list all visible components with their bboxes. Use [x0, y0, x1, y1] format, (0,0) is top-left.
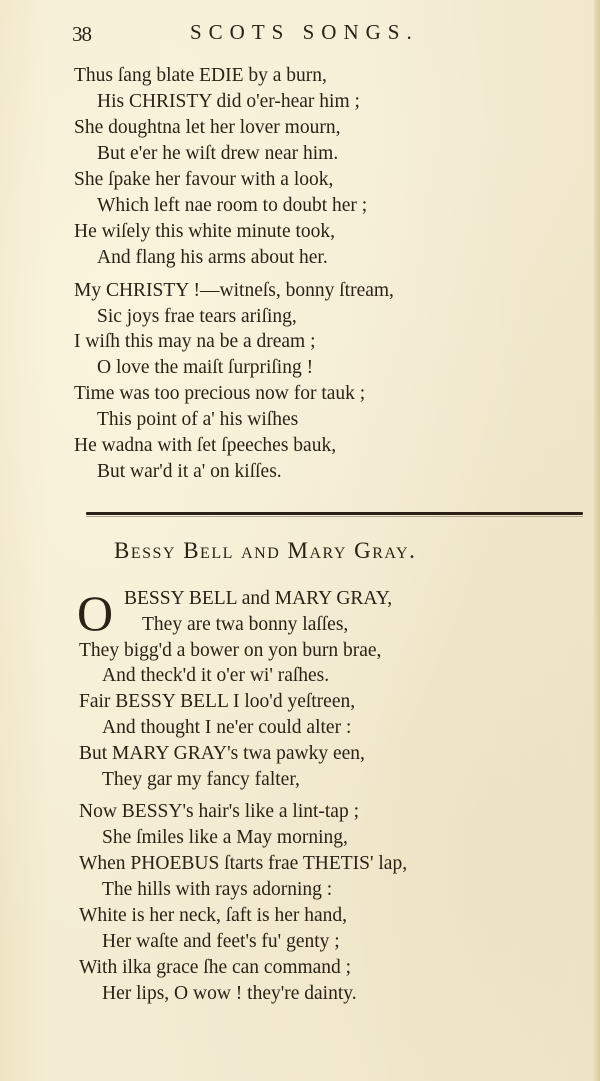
verse-line: Which left nae room to doubt her ; — [97, 195, 368, 216]
verse-line: When PHOEBUS ſtarts frae THETIS' lap, — [79, 853, 408, 874]
verse-line: O love the maiſt ſurpriſing ! — [97, 357, 314, 378]
verse-line: I wiſh this may na be a dream ; — [74, 331, 316, 352]
verse-line: She doughtna let her lover mourn, — [74, 117, 341, 138]
verse-line: White is her neck, ſaft is her hand, — [79, 905, 348, 926]
verse-line: They bigg'd a bower on yon burn brae, — [79, 640, 382, 661]
verse-line: But e'er he wiſt drew near him. — [97, 143, 339, 164]
verse-line: Sic joys frae tears ariſing, — [97, 306, 297, 327]
verse-line: Her lips, O wow ! they're dainty. — [102, 983, 357, 1004]
verse-line: Fair BESSY BELL I loo'd yeſtreen, — [79, 691, 356, 712]
verse-line: Time was too precious now for tauk ; — [74, 383, 366, 404]
verse-line: And theck'd it o'er wi' raſhes. — [102, 665, 330, 686]
running-title: SCOTS SONGS. — [190, 20, 419, 44]
verse-line: Thus ſang blate EDIE by a burn, — [74, 65, 327, 86]
verse-line: And thought I ne'er could alter : — [102, 717, 352, 738]
verse-line: They gar my fancy falter, — [102, 769, 300, 790]
verse-line: She ſmiles like a May morning, — [102, 827, 348, 848]
verse-line: Her waſte and feet's fu' genty ; — [102, 931, 340, 952]
verse-line: His CHRISTY did o'er-hear him ; — [97, 91, 360, 112]
verse-line: She ſpake her favour with a look, — [74, 169, 334, 190]
verse-line: With ilka grace ſhe can command ; — [79, 957, 352, 978]
verse-line: But war'd it a' on kiſſes. — [97, 461, 282, 482]
verse-line: They are twa bonny laſſes, — [142, 614, 349, 635]
song-title: Bessy Bell and Mary Gray. — [114, 538, 417, 563]
verse-line: Now BESSY's hair's like a lint-tap ; — [79, 801, 360, 822]
verse-line: He wiſely this white minute took, — [74, 221, 336, 242]
verse-line: And flang his arms about her. — [97, 247, 328, 268]
page-edge — [594, 0, 600, 1081]
verse-line: The hills with rays adorning : — [102, 879, 333, 900]
verse-line: My CHRISTY !—witneſs, bonny ſtream, — [74, 280, 394, 301]
page-number: 38 — [72, 22, 91, 46]
verse-line: BESSY BELL and MARY GRAY, — [124, 588, 393, 609]
verse-line: But MARY GRAY's twa pawky een, — [79, 743, 365, 764]
verse-line: This point of a' his wiſhes — [97, 409, 299, 430]
section-divider-rule — [86, 512, 583, 515]
page-header — [72, 16, 492, 50]
verse-line: He wadna with ſet ſpeeches bauk, — [74, 435, 337, 456]
drop-cap: O — [77, 585, 114, 641]
